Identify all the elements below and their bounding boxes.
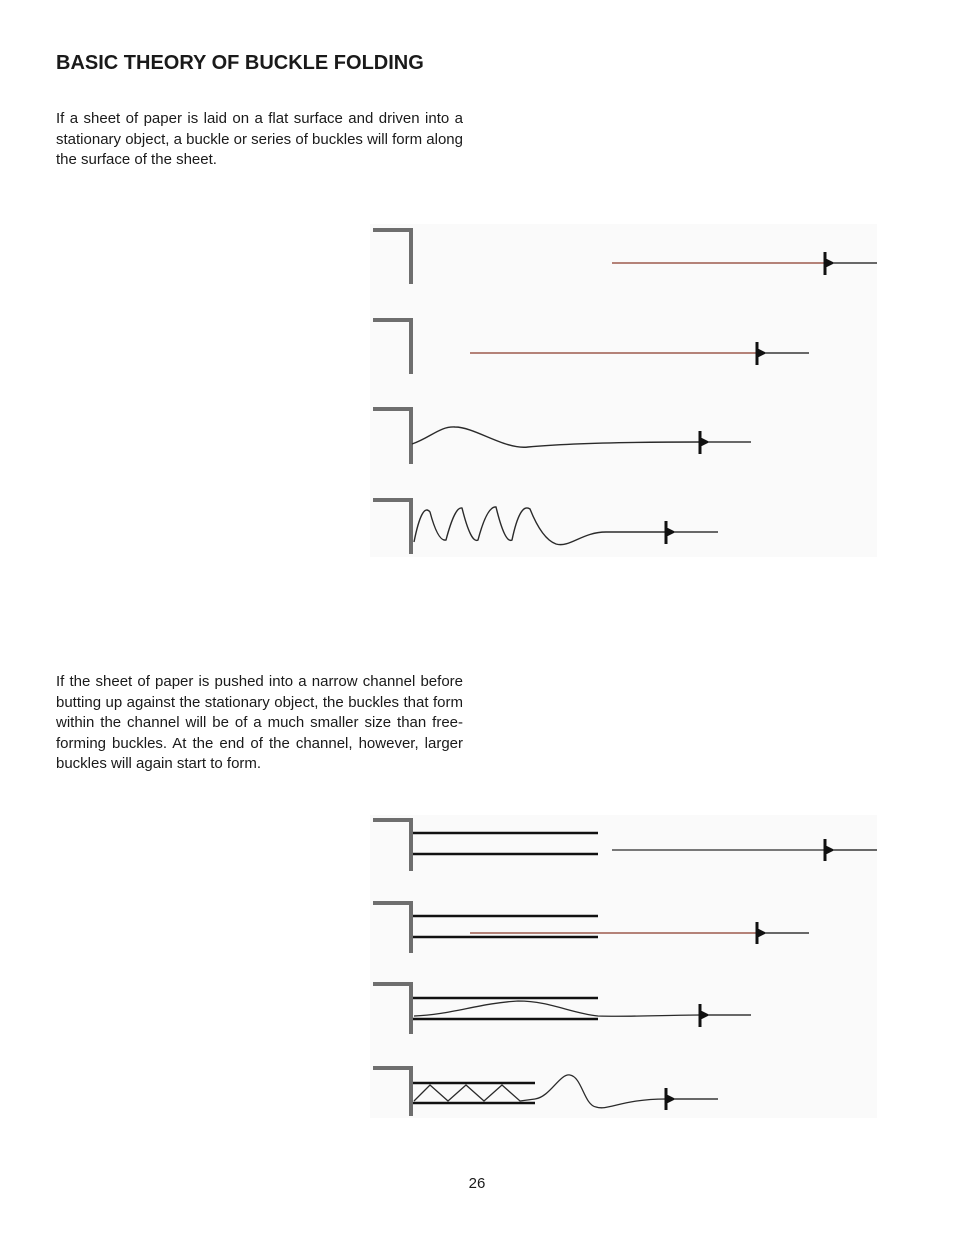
stop-bracket [373,320,411,374]
free-stage-4 [373,500,718,554]
channel-buckle-figure [370,815,877,1118]
stop-bracket [373,903,411,953]
stop-bracket [373,820,411,871]
channel-stage-2 [373,903,809,953]
page-title: BASIC THEORY OF BUCKLE FOLDING [56,52,424,74]
stop-bracket [373,1068,411,1116]
free-stage-2 [373,320,809,374]
channel-stage-4 [373,1068,718,1116]
stop-bracket [373,230,411,284]
channel-stage-3 [373,984,751,1034]
stop-bracket [373,409,411,464]
intro-paragraph: If a sheet of paper is laid on a flat surface and driven into a stationary object, a buckle or series of buckles will form along the surface of the sheet. [56,110,463,168]
paper-sheet [414,507,666,545]
channel-buckle-diagram [370,815,877,1118]
paper-sheet [414,1001,700,1016]
paper-sheet [412,427,700,447]
free-buckle-figure [370,224,877,557]
stop-bracket [373,500,411,554]
channel-stage-1 [373,820,877,871]
stop-bracket [373,984,411,1034]
free-stage-1 [373,230,877,284]
page-number: 26 [468,1175,486,1192]
channel-paragraph: If the sheet of paper is pushed into a narrow channel before butting up against the stationary object, the buckles that form within the channel will be of a much smaller size than free-forming buckles. At the end of the channel, however, larger buckles will again start to form. [56,673,463,772]
free-buckle-diagram [370,224,877,557]
free-stage-3 [373,409,751,464]
